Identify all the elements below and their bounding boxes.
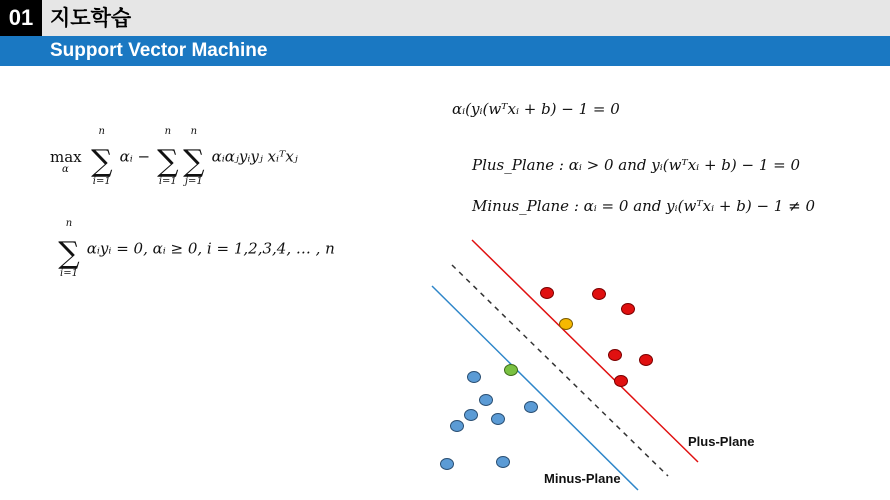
negative-point <box>451 421 464 432</box>
negative-point <box>480 395 493 406</box>
plus-plane-condition: Plus_Plane : αᵢ > 0 and yᵢ(wᵀxᵢ + b) − 1 = 0 <box>472 156 801 174</box>
minus-plane-condition: Minus_Plane : αᵢ = 0 and yᵢ(wᵀxᵢ + b) − 1 ≠ 0 <box>472 197 815 215</box>
max-operator: max <box>50 147 82 166</box>
sum-symbol: n ∑ j=1 <box>183 126 205 187</box>
negative-point <box>465 410 478 421</box>
negative-point <box>441 459 454 470</box>
constraint-text: αᵢyᵢ = 0, αᵢ ≥ 0, i = 1,2,3,4, … , n <box>86 239 335 258</box>
positive-point <box>615 376 628 387</box>
negative-class-points <box>441 365 538 470</box>
plus-plane-line <box>472 240 698 462</box>
slide-subtitle: Support Vector Machine <box>50 40 268 61</box>
positive-class-points <box>541 288 653 387</box>
kkt-condition: αᵢ(yᵢ(wᵀxᵢ + b) − 1 = 0 <box>452 100 620 118</box>
plus-plane-label: Plus-Plane <box>688 434 755 449</box>
dual-term-2: αᵢαⱼyᵢyⱼ xᵢᵀxⱼ <box>211 147 298 166</box>
negative-point <box>492 414 505 425</box>
support-vector-negative <box>505 365 518 376</box>
negative-point <box>468 372 481 383</box>
positive-point <box>640 355 653 366</box>
support-vector-positive <box>560 319 573 330</box>
positive-point <box>622 304 635 315</box>
positive-point <box>609 350 622 361</box>
positive-point <box>541 288 554 299</box>
section-number: 01 <box>0 0 42 36</box>
negative-point <box>497 457 510 468</box>
sum-symbol: n ∑ i=1 <box>91 126 113 187</box>
minus-plane-line <box>432 286 638 490</box>
positive-point <box>593 289 606 300</box>
section-title: 지도학습 <box>50 6 132 30</box>
max-subscript: α <box>62 163 69 175</box>
sum-symbol: n ∑ i=1 <box>58 218 80 279</box>
decision-boundary-line <box>452 265 668 476</box>
minus-plane-label: Minus-Plane <box>544 471 621 486</box>
sum-symbol: n ∑ i=1 <box>157 126 179 187</box>
negative-point <box>525 402 538 413</box>
dual-term-1: αᵢ − <box>119 147 151 166</box>
